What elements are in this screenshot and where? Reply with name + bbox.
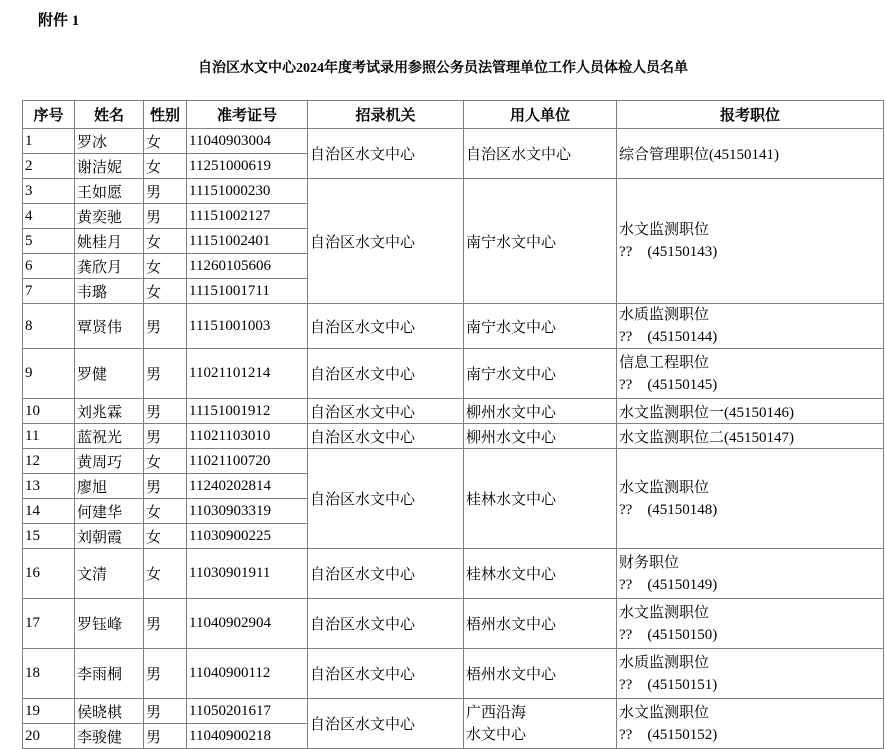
cell-index: 19 [23,699,75,724]
cell-ticket: 11251000619 [187,154,308,179]
cell-index: 2 [23,154,75,179]
cell-index: 5 [23,229,75,254]
table-row [23,399,884,424]
cell-agency: 自治区水文中心 [308,649,464,699]
cell-index: 1 [23,129,75,154]
cell-line: ?? (45150149) [619,576,718,593]
cell-name: 覃贤伟 [75,304,144,349]
cell-ticket: 11030901911 [187,549,308,599]
cell-position [617,349,884,399]
cell-agency: 自治区水文中心 [308,599,464,649]
column-header-employer: 用人单位 [464,101,617,129]
cell-index: 10 [23,399,75,424]
cell-position [617,599,884,649]
cell-gender: 男 [144,699,187,724]
cell-line: ?? (45150145) [619,376,718,393]
table-row [23,304,884,349]
cell-line: 广西沿海 [466,704,527,721]
cell-ticket: 11151002127 [187,204,308,229]
cell-agency: 自治区水文中心 [308,549,464,599]
cell-gender: 男 [144,424,187,449]
cell-ticket: 11151001711 [187,279,308,304]
cell-name: 罗健 [75,349,144,399]
cell-name: 刘兆霖 [75,399,144,424]
cell-name: 韦璐 [75,279,144,304]
table-row [23,599,884,649]
table-row [23,179,884,204]
table-row [23,424,884,449]
cell-position [617,304,884,349]
cell-gender: 男 [144,204,187,229]
cell-line: 财务职位 [619,554,680,571]
cell-index: 17 [23,599,75,649]
column-header-ticket: 准考证号 [187,101,308,129]
column-header-position: 报考职位 [617,101,884,129]
cell-ticket: 11151000230 [187,179,308,204]
cell-index: 12 [23,449,75,474]
cell-ticket: 11030903319 [187,499,308,524]
cell-ticket: 11050201617 [187,699,308,724]
cell-ticket: 11151001003 [187,304,308,349]
cell-name: 罗钰峰 [75,599,144,649]
cell-agency: 自治区水文中心 [308,449,464,549]
cell-position [617,179,884,304]
cell-line: 水文中心 [466,726,527,743]
cell-agency: 自治区水文中心 [308,304,464,349]
cell-name: 谢洁妮 [75,154,144,179]
cell-ticket: 11030900225 [187,524,308,549]
table-row [23,649,884,699]
attachment-label: 附件 1 [38,13,80,29]
page-title: 自治区水文中心2024年度考试录用参照公务员法管理单位工作人员体检人员名单 [198,61,688,76]
cell-position [617,649,884,699]
cell-employer: 桂林水文中心 [464,549,617,599]
cell-gender: 男 [144,349,187,399]
cell-line: ?? (45150144) [619,329,718,345]
cell-index: 8 [23,304,75,349]
cell-line: 水文监测职位 [619,604,710,621]
cell-line: 水文监测职位 [619,479,710,496]
roster-table [22,100,884,749]
cell-index: 11 [23,424,75,449]
cell-line: 信息工程职位 [619,354,710,371]
cell-line: ?? (45150152) [619,726,718,743]
cell-gender: 女 [144,549,187,599]
cell-ticket: 11151001912 [187,399,308,424]
cell-position: 水文监测职位二(45150147) [617,424,884,449]
cell-index: 14 [23,499,75,524]
cell-index: 13 [23,474,75,499]
table-body [23,129,884,749]
cell-ticket: 11021101214 [187,349,308,399]
cell-line: ?? (45150148) [619,501,718,518]
cell-name: 文清 [75,549,144,599]
cell-index: 7 [23,279,75,304]
cell-ticket: 11151002401 [187,229,308,254]
cell-line: 水文监测职位 [619,704,710,721]
cell-gender: 女 [144,129,187,154]
cell-agency: 自治区水文中心 [308,699,464,749]
cell-gender: 男 [144,474,187,499]
cell-employer: 南宁水文中心 [464,349,617,399]
table-row [23,549,884,599]
cell-line: ?? (45150150) [619,626,718,643]
cell-name: 侯晓棋 [75,699,144,724]
cell-ticket: 11240202814 [187,474,308,499]
cell-employer [464,699,617,749]
cell-employer: 自治区水文中心 [464,129,617,179]
column-header-name: 姓名 [75,101,144,129]
cell-index: 6 [23,254,75,279]
cell-name: 罗冰 [75,129,144,154]
cell-position [617,699,884,749]
cell-name: 刘朝霞 [75,524,144,549]
cell-employer: 南宁水文中心 [464,304,617,349]
cell-employer: 桂林水文中心 [464,449,617,549]
cell-index: 15 [23,524,75,549]
cell-gender: 男 [144,399,187,424]
cell-gender: 男 [144,599,187,649]
cell-line: 水文监测职位 [619,222,710,238]
cell-name: 黄奕驰 [75,204,144,229]
cell-name: 蓝祝光 [75,424,144,449]
cell-gender: 女 [144,254,187,279]
cell-line: ?? (45150143) [619,244,718,260]
cell-name: 李雨桐 [75,649,144,699]
cell-gender: 男 [144,304,187,349]
cell-agency: 自治区水文中心 [308,399,464,424]
cell-position [617,549,884,599]
cell-name: 王如愿 [75,179,144,204]
cell-ticket: 11040900218 [187,724,308,749]
cell-line: 水质监测职位 [619,654,710,671]
cell-index: 9 [23,349,75,399]
cell-name: 黄周巧 [75,449,144,474]
cell-agency: 自治区水文中心 [308,129,464,179]
column-header-agency: 招录机关 [308,101,464,129]
cell-ticket: 11040903004 [187,129,308,154]
table-header-row [23,101,884,129]
cell-ticket: 11260105606 [187,254,308,279]
cell-gender: 男 [144,649,187,699]
cell-ticket: 11040902904 [187,599,308,649]
cell-gender: 女 [144,499,187,524]
cell-employer: 梧州水文中心 [464,649,617,699]
cell-ticket: 11021103010 [187,424,308,449]
cell-gender: 女 [144,229,187,254]
cell-index: 20 [23,724,75,749]
cell-position: 水文监测职位一(45150146) [617,399,884,424]
cell-name: 何建华 [75,499,144,524]
cell-gender: 女 [144,524,187,549]
cell-ticket: 11021100720 [187,449,308,474]
cell-agency: 自治区水文中心 [308,424,464,449]
cell-index: 3 [23,179,75,204]
table-row [23,449,884,474]
table-row [23,699,884,724]
cell-index: 18 [23,649,75,699]
cell-position [617,449,884,549]
cell-line: 水质监测职位 [619,307,710,323]
cell-gender: 女 [144,449,187,474]
cell-employer: 梧州水文中心 [464,599,617,649]
cell-gender: 男 [144,724,187,749]
cell-agency: 自治区水文中心 [308,349,464,399]
cell-ticket: 11040900112 [187,649,308,699]
cell-name: 龚欣月 [75,254,144,279]
cell-gender: 女 [144,154,187,179]
cell-agency: 自治区水文中心 [308,179,464,304]
cell-gender: 女 [144,279,187,304]
cell-gender: 男 [144,179,187,204]
cell-name: 廖旭 [75,474,144,499]
column-header-gender: 性别 [144,101,187,129]
cell-line: ?? (45150151) [619,676,718,693]
table-row [23,129,884,154]
cell-position: 综合管理职位(45150141) [617,129,884,179]
cell-index: 4 [23,204,75,229]
cell-name: 李骏健 [75,724,144,749]
column-header-index: 序号 [23,101,75,129]
cell-employer: 南宁水文中心 [464,179,617,304]
cell-index: 16 [23,549,75,599]
cell-employer: 柳州水文中心 [464,424,617,449]
table-header [23,101,884,129]
table-row [23,349,884,399]
cell-name: 姚桂月 [75,229,144,254]
cell-employer: 柳州水文中心 [464,399,617,424]
